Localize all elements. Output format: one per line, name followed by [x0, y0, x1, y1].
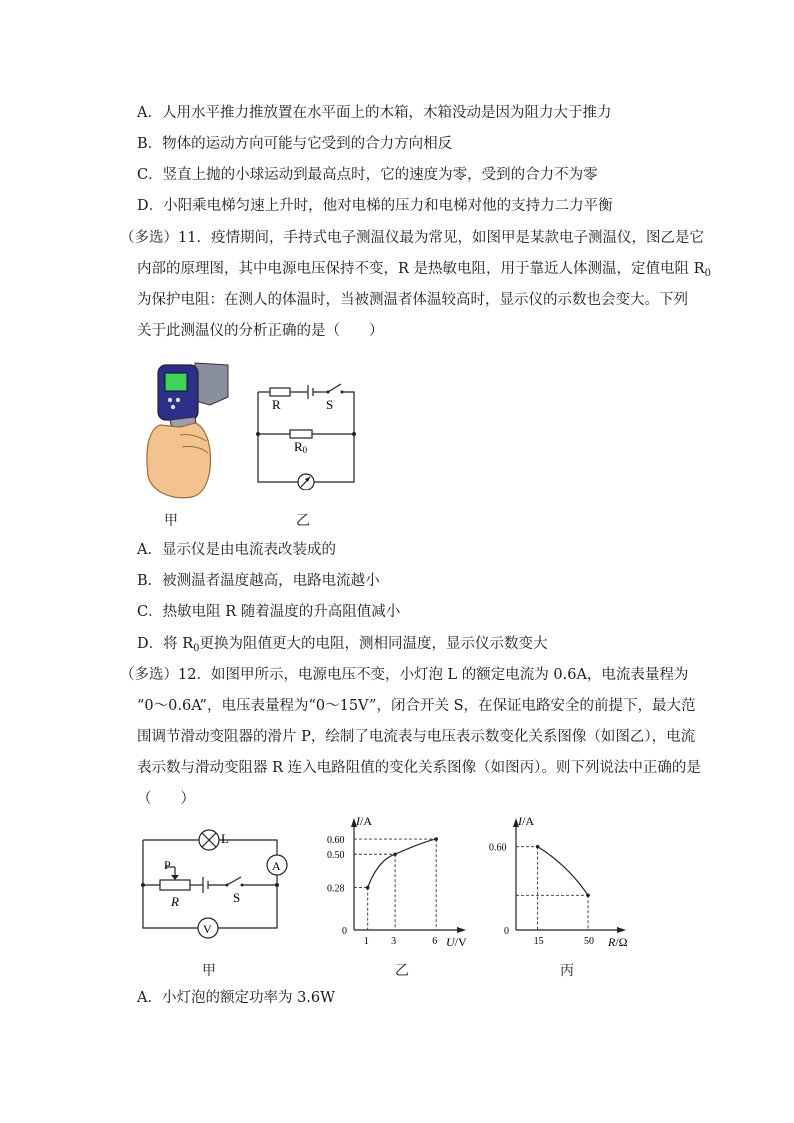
- q12-stem-line1: （多选）12．如图甲所示，电源电压不变，小灯泡 L 的额定电流为 0.6A，电流表量程为: [120, 667, 689, 683]
- q11-stem-line2: 内部的原理图，其中电源电压保持不变，R 是热敏电阻，用于靠近人体测温，定值电阻 $R_0$: [137, 261, 711, 279]
- q12-stem-line3: 围调节滑动变阻器的滑片 P，绘制了电流表与电压表示数变化关系图像（如图乙），电流: [137, 729, 696, 745]
- q11-option-d: D．将 $R_0$更换为阻值更大的电阻，测相同温度，显示仪示数变大: [137, 636, 548, 654]
- q12-caption-bing: 丙: [560, 963, 574, 979]
- y-axis-label: I/A: [518, 814, 534, 828]
- chart-current-vs-resistance: [478, 812, 638, 952]
- q11-option-c: C．热敏电阻 R 随着温度的升高阻值减小: [137, 604, 401, 620]
- q12-circuit-diagram: [135, 825, 295, 945]
- origin-label: 0: [504, 926, 509, 937]
- label-P: P: [164, 858, 171, 872]
- q11-caption-jia: 甲: [164, 513, 178, 529]
- label-R: R: [171, 894, 179, 909]
- x-axis-arrow: [457, 927, 466, 933]
- q12-stem-line2: “0～0.6A”，电压表量程为“0～15V”，闭合开关 S，在保证电路安全的前提下，最大范: [137, 698, 696, 714]
- y-tick-label: 0.60: [489, 842, 507, 854]
- x-tick-label: 1: [363, 936, 369, 947]
- q12-stem-line4: 表示数与滑动变阻器 R 连入电路阻值的变化关系图像（如图丙）。则下列说法中正确的是: [137, 760, 701, 776]
- label-R0: R0: [294, 439, 308, 455]
- x-tick-label: 15: [533, 936, 544, 947]
- series-curve: [538, 847, 588, 896]
- q12-caption-jia: 甲: [202, 963, 216, 979]
- q10-option-a: A．人用水平推力推放置在水平面上的木箱，木箱没动是因为阻力大于推力: [137, 105, 612, 121]
- y-tick-label: 0.60: [327, 835, 345, 847]
- q12-option-a: A．小灯泡的额定功率为 3.6W: [137, 990, 336, 1006]
- q10-option-d: D．小阳乘电梯匀速上升时，他对电梯的压力和电梯对他的支持力二力平衡: [137, 198, 613, 214]
- q10-option-b: B．物体的运动方向可能与它受到的合力方向相反: [137, 136, 453, 152]
- q11-option-a: A．显示仪是由电流表改装成的: [137, 542, 336, 558]
- voltmeter-label: V: [203, 922, 212, 936]
- y-tick-label: 0.28: [327, 883, 345, 895]
- x-axis-arrow: [617, 927, 626, 933]
- q11-caption-yi: 乙: [296, 513, 310, 529]
- q11-circuit-diagram: [250, 380, 365, 490]
- q12-stem-line5: （ ）: [137, 791, 195, 807]
- x-tick-label: 6: [432, 936, 438, 947]
- label-L: L: [221, 831, 229, 846]
- label-S: S: [326, 397, 334, 412]
- q12-caption-yi: 乙: [395, 963, 409, 979]
- q11-stem-line4: 关于此测温仪的分析正确的是（ ）: [137, 323, 384, 339]
- q10-option-c: C．竖直上抛的小球运动到最高点时，它的速度为零，受到的合力不为零: [137, 167, 598, 183]
- chart-current-vs-voltage: [322, 812, 472, 952]
- x-axis-label: U/V: [446, 935, 467, 949]
- x-tick-label: 50: [584, 936, 595, 947]
- x-tick-label: 3: [391, 936, 397, 947]
- origin-label: 0: [342, 926, 347, 937]
- q11-stem-line1: （多选）11．疫情期间，手持式电子测温仪最为常见，如图甲是某款电子测温仪，图乙是它: [120, 230, 704, 246]
- label-S: S: [233, 890, 241, 905]
- thermometer-illustration: [140, 355, 230, 505]
- ammeter-label: A: [272, 859, 281, 873]
- y-tick-label: 0.50: [327, 850, 345, 862]
- label-R: R: [272, 397, 281, 412]
- x-axis-label: R/Ω: [608, 935, 628, 949]
- y-axis-label: I/A: [356, 814, 372, 828]
- q11-stem-line3: 为保护电阻：在测人的体温时，当被测温者体温较高时，显示仪的示数也会变大。下列: [137, 292, 688, 308]
- q11-option-b: B．被测温者温度越高，电路电流越小: [137, 573, 380, 589]
- series-curve: [368, 839, 436, 887]
